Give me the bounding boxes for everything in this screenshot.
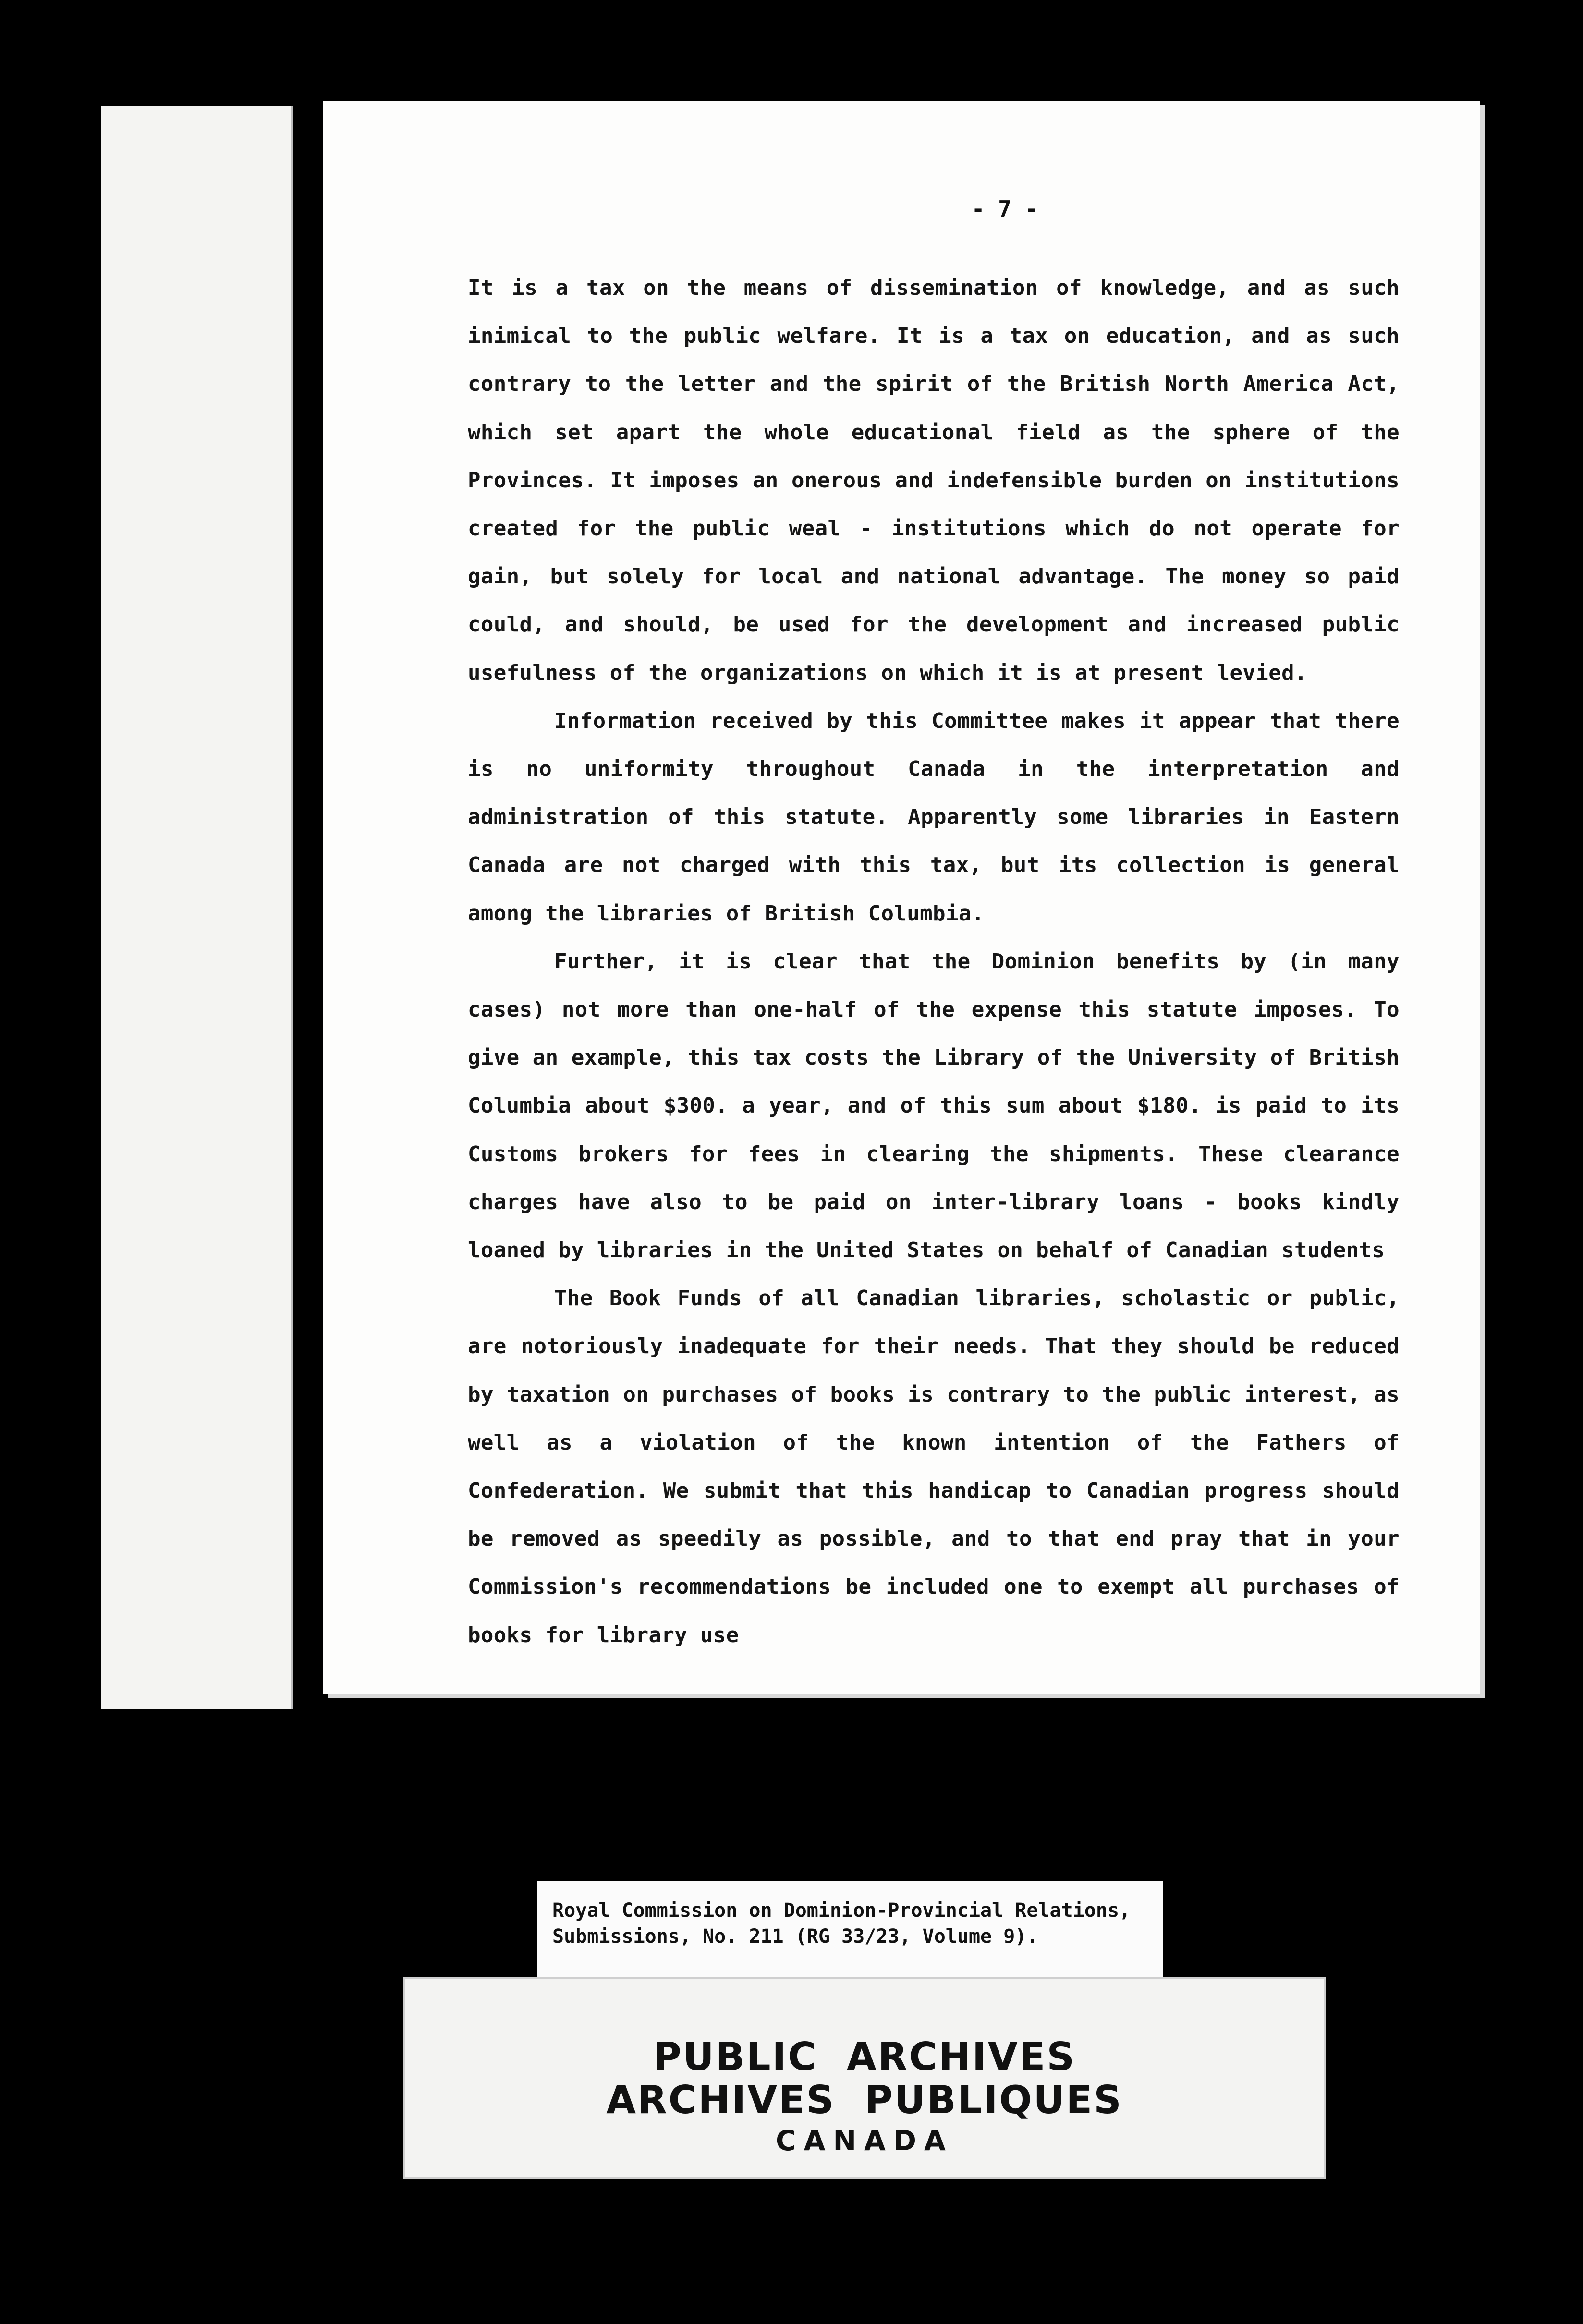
paragraph-3: Further, it is clear that the Dominion benefits by (in many cases) not more than one-half of the expense this statute imposes. To give an example, this tax costs the Library of the University of British Columbia about $300. a year, and of this sum about $180. is paid to its Customs brokers for fees in clearing the shipments. These clearance charges have also to be paid on inter-library loans - books kindly loaned by libraries in the United States on behalf of Canadian students xyxy=(468,949,1400,1263)
stamp-line-1: PUBLIC ARCHIVES xyxy=(653,2034,1076,2079)
page-number: - 7 - xyxy=(971,196,1038,222)
citation-line-2: Submissions, No. 211 (RG 33/23, Volume 9). xyxy=(552,1925,1038,1948)
stamp-line-3: CANADA xyxy=(776,2124,953,2157)
stamp-line-2: ARCHIVES PUBLIQUES xyxy=(606,2078,1123,2122)
paragraph-4: The Book Funds of all Canadian libraries, scholastic or public, are notoriously inadequate for their needs. That they should be reduced by taxation on purchases of books is contrary to the public interest, as well as a violation of the known intention of the Fathers of Confederation. We submit that this handicap to Canadian progress should be removed as speedily as possible, and to that end pray that in your Commission's recommendations be included one to exempt all purchases of books for library use xyxy=(468,1286,1400,1647)
paragraph-2: Information received by this Committee makes it appear that there is no uniformity throughout Canada in the interpretation and administration of this statute. Apparently some libraries in Eastern Canada are not charged with this tax, but its collection is general among the libraries of British Columbia. xyxy=(468,708,1400,926)
citation-line-1: Royal Commission on Dominion-Provincial Relations, xyxy=(552,1900,1131,1922)
left-page-edge xyxy=(101,106,293,1709)
archives-stamp xyxy=(403,1977,1326,2179)
document-page xyxy=(323,101,1480,1694)
citation-label xyxy=(537,1881,1163,1977)
document-body xyxy=(468,264,1400,1659)
paragraph-1: It is a tax on the means of dissemination of knowledge, and as such inimical to the public welfare. It is a tax on education, and as such contrary to the letter and the spirit of the British North America Act, which set apart the whole educational field as the sphere of the Provinces. It imposes an onerous and indefensible burden on institutions created for the public weal - institutions which do not operate for gain, but solely for local and national advantage. The money so paid could, and should, be used for the development and increased public usefulness of the organizations on which it is at present levied. xyxy=(468,276,1400,685)
